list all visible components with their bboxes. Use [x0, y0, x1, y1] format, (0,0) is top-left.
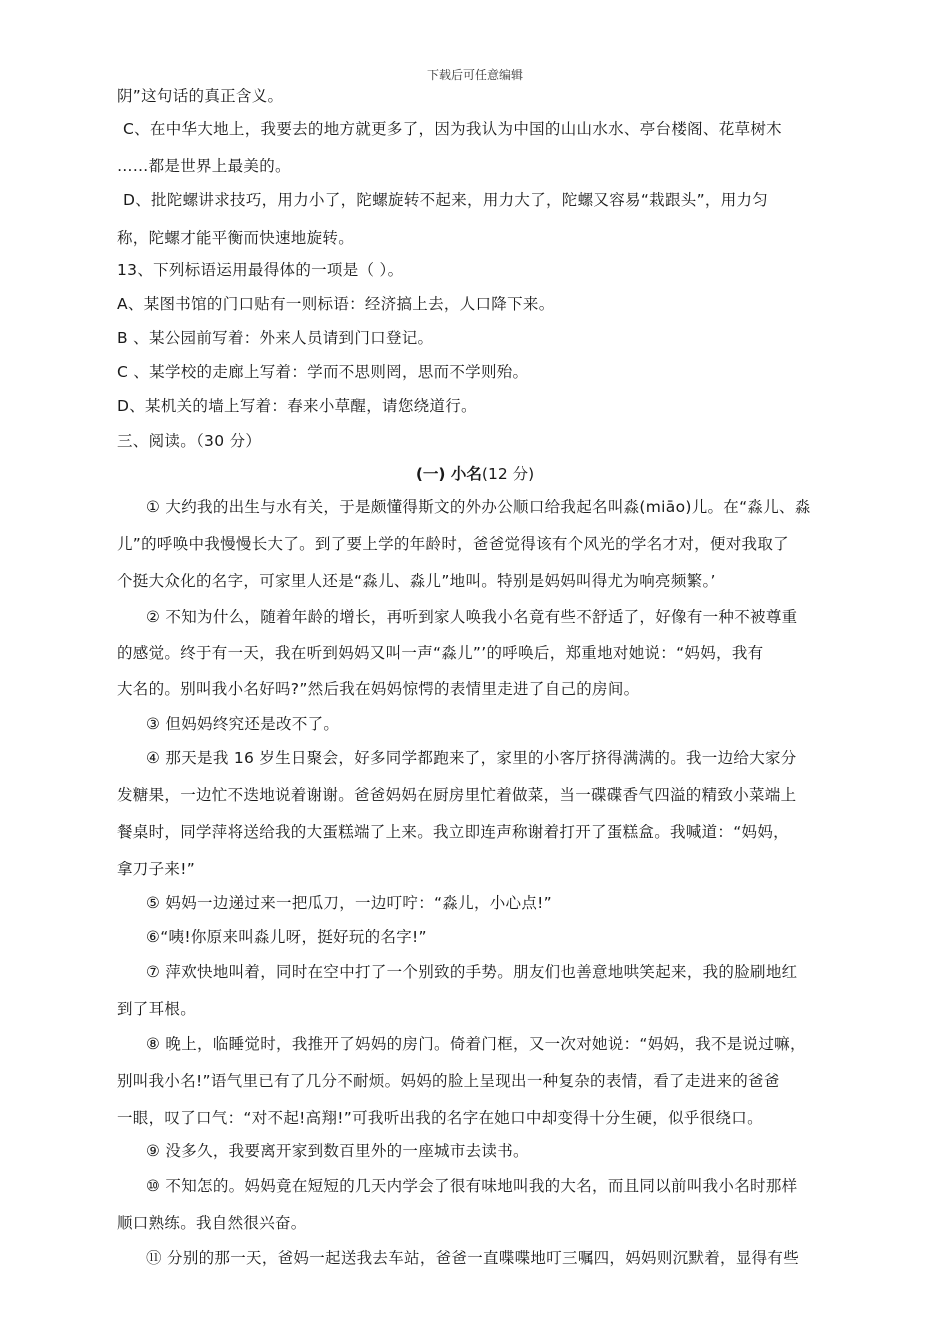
passage-line: 儿”的呼唤中我慢慢长大了。到了要上学的年龄时，爸爸觉得该有个风光的学名才对，便对我取了 — [117, 535, 789, 553]
passage-line: ④ 那天是我 16 岁生日聚会，好多同学都跑来了，家里的小客厅挤得满满的。我一边给大家分 — [146, 749, 797, 767]
passage-line: ⑩ 不知怎的。妈妈竟在短短的几天内学会了很有味地叫我的大名，而且同以前叫我小名时那样 — [146, 1177, 798, 1195]
passage-line: ② 不知为什么，随着年龄的增长，再听到家人唤我小名竟有些不舒适了，好像有一种不被尊重 — [146, 608, 798, 626]
q13-option-a: A、某图书馆的门口贴有一则标语：经济搞上去，人口降下来。 — [117, 295, 555, 313]
section-three-heading: 三、阅读。（30 分） — [117, 432, 262, 450]
page-header: 下载后可任意编辑 — [426, 68, 523, 82]
passage-line: ① 大约我的出生与水有关，于是颇懂得斯文的外办公顺口给我起名叫淼(miāo)儿。在“淼儿、淼 — [146, 498, 811, 516]
question-13: 13、下列标语运用最得体的一项是（ ）。 — [117, 261, 404, 279]
q13-option-b: B 、某公园前写着：外来人员请到门口登记。 — [117, 329, 434, 347]
passage-title-label: (一) 小名 — [415, 465, 482, 483]
q13-option-c: C 、某学校的走廊上写着：学而不思则罔，思而不学则殆。 — [117, 363, 529, 381]
passage-line: ⑪ 分别的那一天，爸妈一起送我去车站，爸爸一直喋喋地叮三嘱四，妈妈则沉默着，显得有些 — [146, 1249, 800, 1267]
passage-line: 一眼，叹了口气：“对不起!高翔!”可我听出我的名字在她口中却变得十分生硬，似乎很绕口。 — [117, 1109, 763, 1127]
passage-line: 餐桌时，同学萍将送给我的大蛋糕端了上来。我立即连声称谢着打开了蛋糕盒。我喊道：“妈妈， — [117, 823, 789, 841]
q12-option-d-line1: D、批陀螺讲求技巧，用力小了，陀螺旋转不起来，用力大了，陀螺又容易“栽跟头”，用力匀 — [123, 191, 769, 209]
passage-line: ⑤ 妈妈一边递过来一把瓜刀，一边叮咛：“淼儿，小心点!” — [146, 894, 552, 912]
passage-line: ⑥“咦!你原来叫淼儿呀，挺好玩的名字!” — [146, 928, 427, 946]
passage-line: ⑦ 萍欢快地叫着，同时在空中打了一个别致的手势。朋友们也善意地哄笑起来，我的脸刷地红 — [146, 963, 798, 981]
q12-option-c-line1: C、在中华大地上，我要去的地方就更多了，因为我认为中国的山山水水、亭台楼阁、花草树木 — [123, 120, 782, 138]
passage-line: ③ 但妈妈终究还是改不了。 — [146, 715, 340, 733]
passage-title-score: (12 分) — [481, 465, 535, 483]
passage-line: 个挺大众化的名字，可家里人还是“淼儿、淼儿”地叫。特别是妈妈叫得尤为响亮频繁。’ — [117, 572, 716, 590]
q12-b-continuation: 阴”这句话的真正含义。 — [117, 87, 284, 105]
passage-line: 顺口熟练。我自然很兴奋。 — [117, 1214, 307, 1232]
passage-title — [0, 462, 950, 484]
passage-line: 的感觉。终于有一天，我在听到妈妈又叫一声“淼儿”’的呼唤后，郑重地对她说：“妈妈，我有 — [117, 644, 764, 662]
q12-option-d-line2: 称，陀螺才能平衡而快速地旋转。 — [117, 229, 355, 247]
passage-line: 别叫我小名!”语气里已有了几分不耐烦。妈妈的脸上呈现出一种复杂的表情，看了走进来的爸爸 — [117, 1072, 780, 1090]
passage-line: ⑧ 晚上，临睡觉时，我推开了妈妈的房门。倚着门框，又一次对她说：“妈妈，我不是说过嘛， — [146, 1035, 806, 1053]
passage-line: 到了耳根。 — [117, 1000, 197, 1018]
passage-line: ⑨ 没多久，我要离开家到数百里外的一座城市去读书。 — [146, 1142, 529, 1160]
q12-option-c-line2: ……都是世界上最美的。 — [117, 157, 291, 175]
passage-line: 拿刀子来!” — [117, 860, 196, 878]
passage-line: 大名的。别叫我小名好吗?”然后我在妈妈惊愕的表情里走进了自己的房间。 — [117, 680, 640, 698]
passage-line: 发糖果，一边忙不迭地说着谢谢。爸爸妈妈在厨房里忙着做菜，当一碟碟香气四溢的精致小菜端上 — [117, 786, 797, 804]
q13-option-d: D、某机关的墙上写着：春来小草醒，请您绕道行。 — [117, 397, 477, 415]
